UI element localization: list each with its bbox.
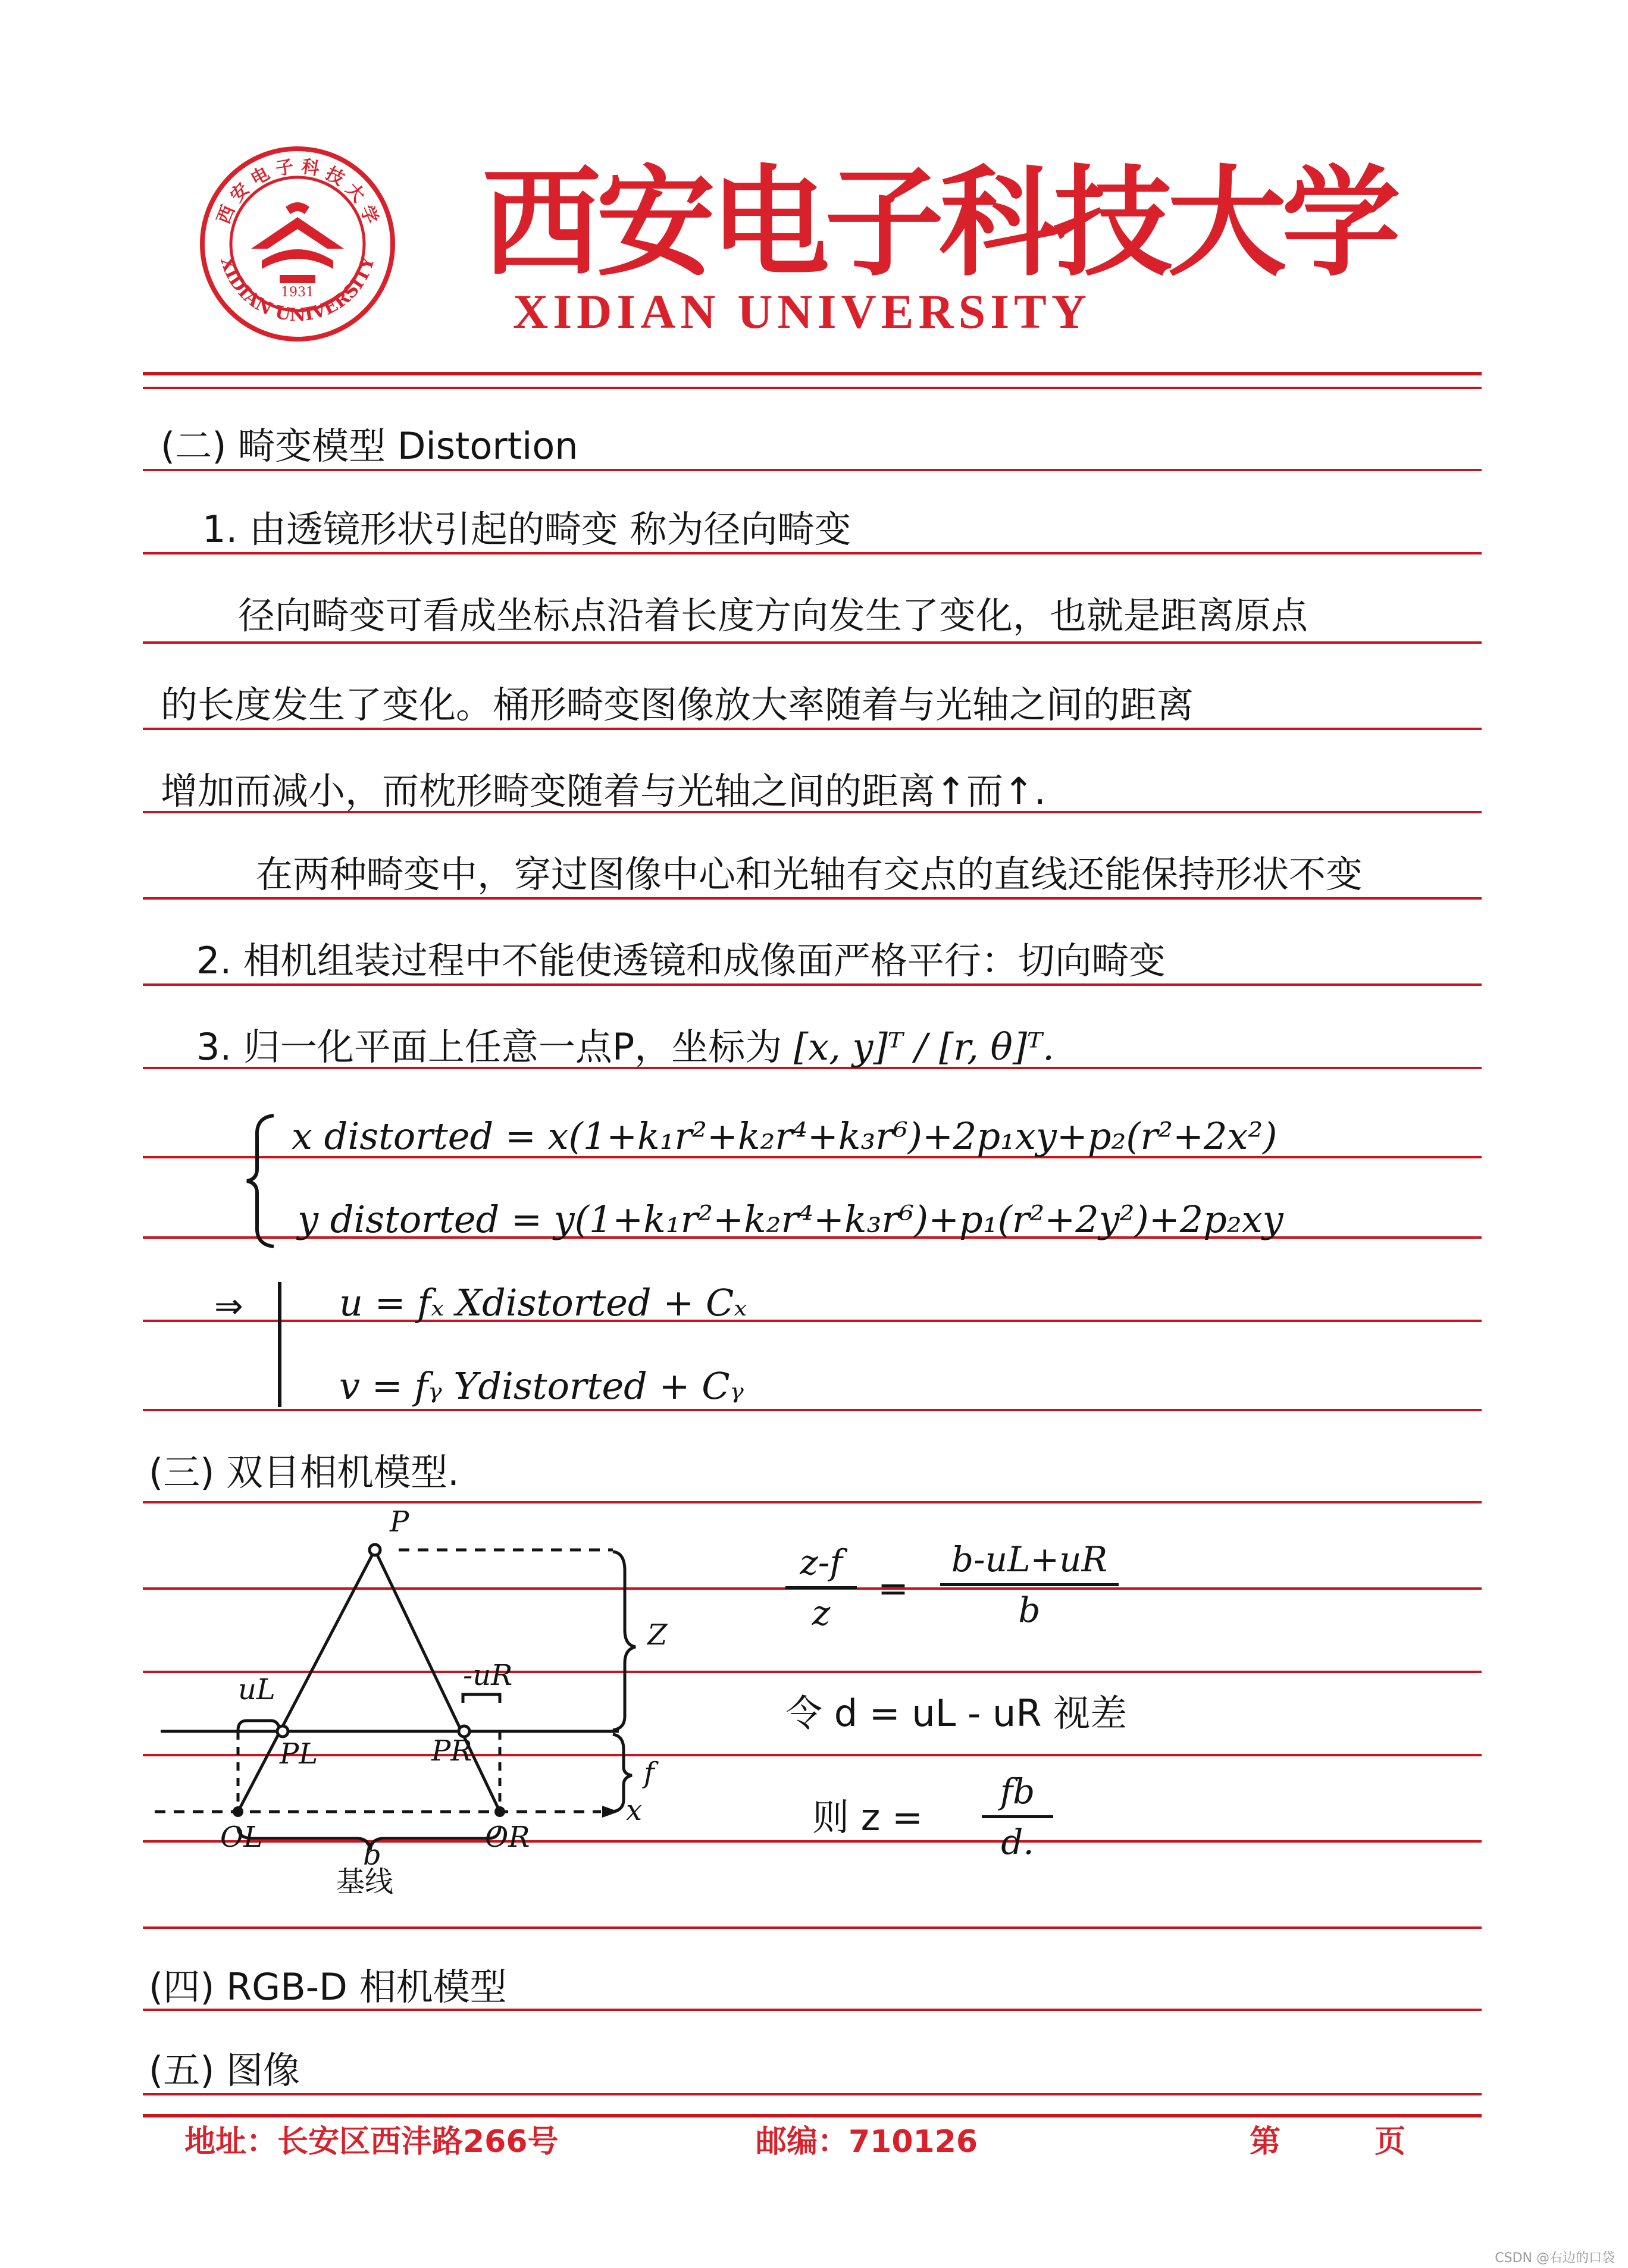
fraction-denominator: z — [812, 1593, 831, 1633]
section-4-heading: (四) RGB-D 相机模型 — [149, 1965, 507, 2009]
svg-text:西 安 电 子 科 技 大 学: 西 安 电 子 科 技 大 学 — [213, 156, 382, 227]
footer-postcode: 邮编：710126 — [756, 2124, 978, 2160]
paragraph-3-text: 3. 归一化平面上任意一点P，坐标为 — [196, 1025, 782, 1069]
label-uL: uL — [238, 1673, 275, 1706]
university-name-en: XIDIAN UNIVERSITY — [513, 284, 1092, 339]
equation-y-distorted — [298, 1196, 1283, 1243]
fraction-bar — [982, 1815, 1053, 1818]
stereo-camera-diagram — [149, 1481, 720, 1898]
left-brace-pixel — [268, 1279, 292, 1410]
section-5-heading: (五) 图像 — [149, 2048, 300, 2092]
svg-text:1931: 1931 — [281, 285, 314, 300]
fraction-bar — [940, 1583, 1119, 1586]
label-point-p: P — [390, 1505, 409, 1539]
label-focal-f: f — [644, 1756, 655, 1790]
fraction-b-minus-uL-plus-uR-over-b — [940, 1538, 1119, 1631]
fraction-denominator: d. — [1001, 1822, 1034, 1862]
equation-x-distorted — [292, 1113, 1277, 1160]
paragraph-1-line-4: 在两种畸变中，穿过图像中心和光轴有交点的直线还能保持形状不变 — [256, 853, 1363, 896]
csdn-watermark: CSDN @右边的口袋 — [1495, 2251, 1615, 2266]
paragraph-2: 2. 相机组装过程中不能使透镜和成像面严格平行：切向畸变 — [196, 939, 1166, 982]
paragraph-3 — [196, 1023, 1054, 1071]
fraction-z-minus-f-over-z — [785, 1541, 857, 1634]
label-uR: -uR — [463, 1659, 513, 1692]
implies-arrow: ⇒ — [214, 1286, 243, 1326]
paragraph-1-title: 1. 由透镜形状引起的畸变 称为径向畸变 — [202, 508, 851, 551]
label-PR: PR — [431, 1734, 472, 1768]
label-baseline-cn: 基线 — [336, 1865, 394, 1899]
paragraph-1-line-1: 径向畸变可看成坐标点沿着长度方向发生了变化，也就是距离原点 — [238, 594, 1308, 637]
label-OL: OL — [220, 1821, 263, 1854]
equation-v: v = fᵧ Ydistorted + Cᵧ — [339, 1364, 744, 1408]
fraction-bar — [785, 1586, 857, 1589]
fraction-numerator: z-f — [800, 1542, 843, 1583]
equation-y-distorted-lhs: y distorted — [298, 1198, 500, 1241]
label-baseline-b: b — [363, 1838, 381, 1872]
equation-u: u = fₓ Xdistorted + Cₓ — [339, 1281, 747, 1324]
footer-page-di: 第 — [1250, 2124, 1281, 2160]
depth-formula-prefix: 则 z = — [812, 1796, 923, 1839]
label-depth-z: Z — [647, 1618, 668, 1652]
equation-x-distorted-rhs: = x(1+k₁r²+k₂r⁴+k₃r⁶)+2p₁xy+p₂(r²+2x²) — [505, 1114, 1278, 1158]
label-PL: PL — [280, 1737, 318, 1771]
fraction-fb-over-d — [982, 1770, 1053, 1863]
paragraph-3-coords: [x, y]ᵀ / [r, θ]ᵀ. — [793, 1025, 1054, 1069]
equation-y-distorted-rhs: = y(1+k₁r²+k₂r⁴+k₃r⁶)+p₁(r²+2y²)+2p₂xy — [511, 1198, 1283, 1241]
left-brace-distortion — [244, 1113, 280, 1249]
equation-x-distorted-lhs: x distorted — [292, 1114, 494, 1158]
disparity-definition: 令 d = uL - uR 视差 — [785, 1691, 1128, 1735]
fraction-numerator: fb — [1000, 1771, 1035, 1812]
label-axis-x: x — [626, 1794, 643, 1827]
paragraph-1-line-3: 增加而减小，而枕形畸变随着与光轴之间的距离↑而↑. — [161, 769, 1046, 813]
label-OR: OR — [485, 1821, 530, 1854]
fraction-numerator: b-uL+uR — [951, 1539, 1108, 1580]
section-3-heading: (三) 双目相机模型. — [149, 1451, 459, 1494]
footer-page-ye: 页 — [1375, 2124, 1406, 2160]
paragraph-1-line-2: 的长度发生了变化。桶形畸变图像放大率随着与光轴之间的距离 — [161, 683, 1194, 726]
footer-address: 地址：长安区西沣路266号 — [184, 2124, 559, 2160]
section-2-heading: (二) 畸变模型 Distortion — [161, 424, 578, 468]
equals-sign: = — [878, 1567, 909, 1610]
fraction-denominator: b — [1018, 1590, 1041, 1630]
university-name-cn: 西安电子科技大学 — [482, 153, 1397, 293]
svg-text:XIDIAN UNIVERSITY: XIDIAN UNIVERSITY — [215, 254, 379, 326]
